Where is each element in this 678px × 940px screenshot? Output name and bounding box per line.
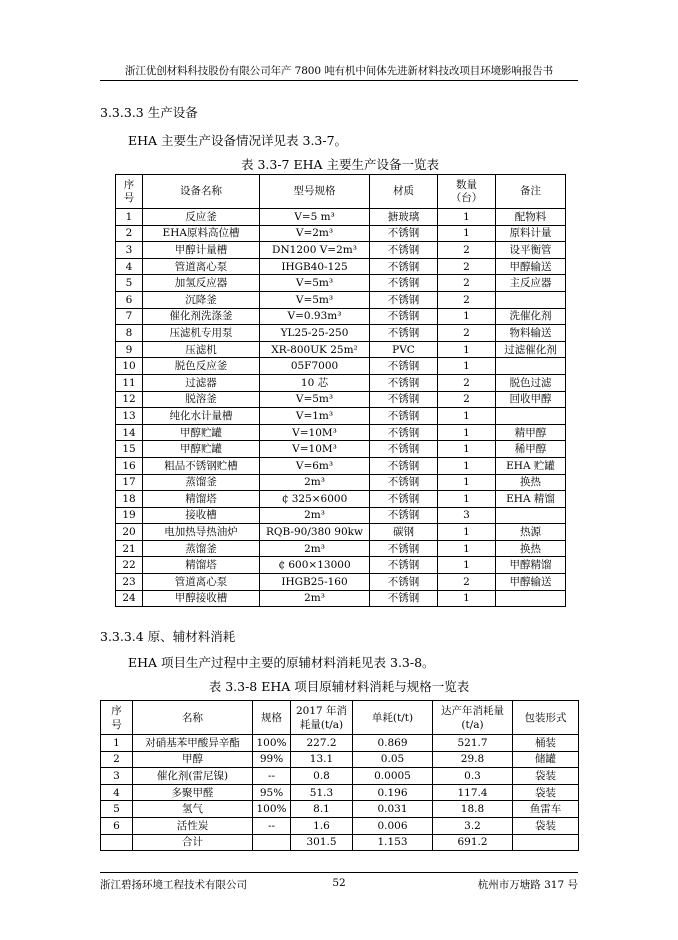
cell-name: 催化剂(雷尼镍) bbox=[133, 768, 253, 785]
cell-name: 过滤器 bbox=[143, 374, 260, 391]
table-row bbox=[101, 817, 579, 834]
cell-pack: 袋装 bbox=[513, 784, 579, 801]
cell-name: 加氢反应器 bbox=[143, 275, 260, 292]
table-row bbox=[116, 474, 566, 491]
table-row bbox=[116, 391, 566, 408]
header-no: 序号 bbox=[116, 175, 143, 209]
cell-note: 换热 bbox=[496, 540, 566, 557]
cell-name: 管道离心泵 bbox=[143, 574, 260, 591]
cell-no: 8 bbox=[116, 325, 143, 342]
cell-spec: YL25-25-250 bbox=[260, 325, 370, 342]
cell-material: 不锈钢 bbox=[370, 242, 438, 259]
cell-spec: 100% bbox=[253, 801, 291, 818]
cell-note: 配物料 bbox=[496, 209, 566, 226]
cell-qty: 2 bbox=[438, 574, 496, 591]
cell-material: 不锈钢 bbox=[370, 507, 438, 524]
table-row bbox=[116, 457, 566, 474]
cell-name: 接收槽 bbox=[143, 507, 260, 524]
cell-pack: 鱼雷车 bbox=[513, 801, 579, 818]
table-caption-materials: 表 3.3-8 EHA 项目原辅材料消耗与规格一览表 bbox=[208, 679, 470, 694]
table-row bbox=[116, 557, 566, 574]
cell-name: 电加热导热油炉 bbox=[143, 524, 260, 541]
cell-name: EHA原料高位槽 bbox=[143, 225, 260, 242]
cell-note: 洗催化剂 bbox=[496, 308, 566, 325]
cell-spec: IHGB40-125 bbox=[260, 258, 370, 275]
cell-material: 不锈钢 bbox=[370, 358, 438, 375]
cell-spec: V=5m³ bbox=[260, 275, 370, 292]
cell-name: 压滤机专用泵 bbox=[143, 325, 260, 342]
footer-address: 杭州市万塘路 317 号 bbox=[477, 879, 578, 891]
equipment-table bbox=[115, 174, 566, 607]
cell-name: 脱色反应釜 bbox=[143, 358, 260, 375]
cell-spec: 2m³ bbox=[260, 474, 370, 491]
header-spec: 规格 bbox=[253, 701, 291, 735]
header-packaging: 包装形式 bbox=[513, 701, 579, 735]
cell-qty: 2 bbox=[438, 275, 496, 292]
cell-no: 1 bbox=[116, 209, 143, 226]
cell-name: 活性炭 bbox=[133, 817, 253, 834]
cell-spec: V=6m³ bbox=[260, 457, 370, 474]
header-rule bbox=[100, 80, 578, 81]
cell-consumption_2017: 13.1 bbox=[291, 751, 353, 768]
cell-spec: V=10M³ bbox=[260, 441, 370, 458]
cell-no: 18 bbox=[116, 491, 143, 508]
cell-note bbox=[496, 408, 566, 425]
cell-no: 3 bbox=[116, 242, 143, 259]
cell-no: 6 bbox=[116, 291, 143, 308]
cell-qty: 1 bbox=[438, 424, 496, 441]
cell-full: 0.3 bbox=[433, 768, 513, 785]
cell-qty: 1 bbox=[438, 457, 496, 474]
table-row bbox=[116, 424, 566, 441]
cell-unit: 0.0005 bbox=[353, 768, 433, 785]
paragraph-equipment: EHA 主要生产设备情况详见表 3.3-7。 bbox=[128, 133, 348, 148]
cell-spec: -- bbox=[253, 768, 291, 785]
cell-material: 不锈钢 bbox=[370, 408, 438, 425]
cell-qty: 1 bbox=[438, 408, 496, 425]
cell-spec: V=5 m³ bbox=[260, 209, 370, 226]
page-number: 52 bbox=[332, 877, 346, 889]
cell-qty: 1 bbox=[438, 491, 496, 508]
cell-unit: 0.196 bbox=[353, 784, 433, 801]
cell-note: 热源 bbox=[496, 524, 566, 541]
cell-material: 不锈钢 bbox=[370, 291, 438, 308]
cell-note bbox=[496, 590, 566, 607]
cell-qty: 2 bbox=[438, 258, 496, 275]
cell-name: 甲醇贮罐 bbox=[143, 441, 260, 458]
cell-name: 粗品不锈钢贮槽 bbox=[143, 457, 260, 474]
cell-name: 管道离心泵 bbox=[143, 258, 260, 275]
cell-name: 蒸馏釜 bbox=[143, 540, 260, 557]
section-heading-equipment: 3.3.3.3 生产设备 bbox=[100, 105, 198, 120]
table-row bbox=[116, 258, 566, 275]
cell-spec: V=2m³ bbox=[260, 225, 370, 242]
cell-name: 压滤机 bbox=[143, 341, 260, 358]
cell-full: 29.8 bbox=[433, 751, 513, 768]
cell-no: 13 bbox=[116, 408, 143, 425]
table-row bbox=[116, 441, 566, 458]
cell-note: 甲醇输送 bbox=[496, 258, 566, 275]
header-note: 备注 bbox=[496, 175, 566, 209]
cell-no: 19 bbox=[116, 507, 143, 524]
cell-qty: 2 bbox=[438, 242, 496, 259]
cell-note: 甲醇精馏 bbox=[496, 557, 566, 574]
cell-full: 521.7 bbox=[433, 735, 513, 752]
cell-no: 6 bbox=[101, 817, 133, 834]
cell-note bbox=[496, 358, 566, 375]
cell-spec: 99% bbox=[253, 751, 291, 768]
cell-no: 4 bbox=[116, 258, 143, 275]
cell-name: 甲醇 bbox=[133, 751, 253, 768]
table-row bbox=[116, 325, 566, 342]
table-row bbox=[116, 491, 566, 508]
cell-empty bbox=[253, 834, 291, 851]
cell-material: 不锈钢 bbox=[370, 308, 438, 325]
cell-full: 18.8 bbox=[433, 801, 513, 818]
cell-name: 甲醇接收槽 bbox=[143, 590, 260, 607]
cell-no: 22 bbox=[116, 557, 143, 574]
cell-material: 不锈钢 bbox=[370, 474, 438, 491]
cell-note bbox=[496, 291, 566, 308]
cell-spec: V=5m³ bbox=[260, 391, 370, 408]
cell-consumption_2017: 8.1 bbox=[291, 801, 353, 818]
table-row bbox=[116, 524, 566, 541]
cell-note: EHA 精馏 bbox=[496, 491, 566, 508]
cell-no: 5 bbox=[101, 801, 133, 818]
cell-material: 不锈钢 bbox=[370, 325, 438, 342]
cell-spec: DN1200 V=2m³ bbox=[260, 242, 370, 259]
paragraph-materials: EHA 项目生产过程中主要的原辅材料消耗见表 3.3-8。 bbox=[128, 655, 435, 670]
cell-no: 14 bbox=[116, 424, 143, 441]
header-material: 材质 bbox=[370, 175, 438, 209]
cell-qty: 2 bbox=[438, 325, 496, 342]
cell-material: 不锈钢 bbox=[370, 557, 438, 574]
cell-note bbox=[496, 507, 566, 524]
cell-no: 10 bbox=[116, 358, 143, 375]
materials-table bbox=[100, 700, 579, 851]
cell-material: 不锈钢 bbox=[370, 457, 438, 474]
cell-note: 物料输送 bbox=[496, 325, 566, 342]
cell-material: 不锈钢 bbox=[370, 441, 438, 458]
cell-no: 2 bbox=[101, 751, 133, 768]
cell-name: 多聚甲醛 bbox=[133, 784, 253, 801]
cell-qty: 1 bbox=[438, 590, 496, 607]
cell-consumption_2017: 1.6 bbox=[291, 817, 353, 834]
table-row bbox=[101, 801, 579, 818]
cell-spec: 2m³ bbox=[260, 590, 370, 607]
cell-pack: 袋装 bbox=[513, 768, 579, 785]
cell-no: 15 bbox=[116, 441, 143, 458]
cell-spec: IHGB25-160 bbox=[260, 574, 370, 591]
cell-name: 沉降釜 bbox=[143, 291, 260, 308]
header-spec: 型号规格 bbox=[260, 175, 370, 209]
table-row bbox=[116, 507, 566, 524]
cell-empty bbox=[513, 834, 579, 851]
table-row bbox=[116, 275, 566, 292]
cell-consumption_2017: 227.2 bbox=[291, 735, 353, 752]
cell-empty bbox=[101, 834, 133, 851]
cell-material: 不锈钢 bbox=[370, 574, 438, 591]
header-full-consumption: 达产年消耗量(t/a) bbox=[433, 701, 513, 735]
table-row bbox=[116, 574, 566, 591]
cell-no: 21 bbox=[116, 540, 143, 557]
cell-note: 稀甲醇 bbox=[496, 441, 566, 458]
table-row bbox=[101, 784, 579, 801]
table-row bbox=[116, 291, 566, 308]
cell-spec: 95% bbox=[253, 784, 291, 801]
cell-spec: V=5m³ bbox=[260, 291, 370, 308]
cell-name: 氢气 bbox=[133, 801, 253, 818]
footer-rule bbox=[100, 872, 578, 873]
cell-note: 换热 bbox=[496, 474, 566, 491]
footer-company: 浙江碧扬环境工程技术有限公司 bbox=[100, 879, 247, 891]
cell-spec: 10 芯 bbox=[260, 374, 370, 391]
table-row bbox=[116, 590, 566, 607]
cell-qty: 3 bbox=[438, 507, 496, 524]
cell-unit: 0.006 bbox=[353, 817, 433, 834]
table-row bbox=[116, 209, 566, 226]
cell-qty: 1 bbox=[438, 225, 496, 242]
cell-spec: ₵ 600×13000 bbox=[260, 557, 370, 574]
table-row bbox=[101, 735, 579, 752]
cell-material: 不锈钢 bbox=[370, 540, 438, 557]
cell-consumption_2017: 0.8 bbox=[291, 768, 353, 785]
cell-qty: 1 bbox=[438, 209, 496, 226]
cell-note: 主反应器 bbox=[496, 275, 566, 292]
cell-material: 碳钢 bbox=[370, 524, 438, 541]
cell-name: 纯化水计量槽 bbox=[143, 408, 260, 425]
cell-name: 蒸馏釜 bbox=[143, 474, 260, 491]
cell-consumption_2017: 51.3 bbox=[291, 784, 353, 801]
cell-total-label: 合计 bbox=[133, 834, 253, 851]
cell-name: 脱溶釜 bbox=[143, 391, 260, 408]
header-no: 序号 bbox=[101, 701, 133, 735]
cell-spec: 2m³ bbox=[260, 540, 370, 557]
cell-pack: 储罐 bbox=[513, 751, 579, 768]
cell-no: 5 bbox=[116, 275, 143, 292]
cell-no: 17 bbox=[116, 474, 143, 491]
table-row bbox=[116, 225, 566, 242]
cell-qty: 1 bbox=[438, 341, 496, 358]
cell-note: 设平衡管 bbox=[496, 242, 566, 259]
cell-name: 对硝基苯甲酸异辛酯 bbox=[133, 735, 253, 752]
cell-material: 不锈钢 bbox=[370, 424, 438, 441]
cell-name: 甲醇贮罐 bbox=[143, 424, 260, 441]
cell-name: 精馏塔 bbox=[143, 557, 260, 574]
cell-material: 不锈钢 bbox=[370, 275, 438, 292]
header-name: 设备名称 bbox=[143, 175, 260, 209]
header-qty: 数量（台） bbox=[438, 175, 496, 209]
section-heading-materials: 3.3.3.4 原、辅材料消耗 bbox=[100, 629, 236, 644]
cell-no: 7 bbox=[116, 308, 143, 325]
cell-name: 精馏塔 bbox=[143, 491, 260, 508]
cell-note: 原料计量 bbox=[496, 225, 566, 242]
cell-qty: 2 bbox=[438, 291, 496, 308]
cell-no: 2 bbox=[116, 225, 143, 242]
cell-name: 甲醇计量槽 bbox=[143, 242, 260, 259]
cell-no: 4 bbox=[101, 784, 133, 801]
table-row bbox=[116, 374, 566, 391]
cell-qty: 1 bbox=[438, 474, 496, 491]
cell-qty: 1 bbox=[438, 540, 496, 557]
table-row bbox=[116, 308, 566, 325]
table-header-row bbox=[116, 175, 566, 209]
cell-qty: 2 bbox=[438, 391, 496, 408]
cell-no: 11 bbox=[116, 374, 143, 391]
cell-material: 不锈钢 bbox=[370, 258, 438, 275]
cell-no: 24 bbox=[116, 590, 143, 607]
table-row bbox=[116, 358, 566, 375]
cell-spec: -- bbox=[253, 817, 291, 834]
cell-full: 3.2 bbox=[433, 817, 513, 834]
cell-material: PVC bbox=[370, 341, 438, 358]
cell-no: 20 bbox=[116, 524, 143, 541]
header-consumption-2017: 2017 年消耗量(t/a) bbox=[291, 701, 353, 735]
cell-qty: 1 bbox=[438, 308, 496, 325]
cell-spec: XR-800UK 25m² bbox=[260, 341, 370, 358]
cell-material: 不锈钢 bbox=[370, 225, 438, 242]
cell-note: 脱色过滤 bbox=[496, 374, 566, 391]
cell-spec: 2m³ bbox=[260, 507, 370, 524]
cell-full: 117.4 bbox=[433, 784, 513, 801]
page-header: 浙江优创材料科技股份有限公司年产 7800 吨有机中间体先进新材料技改项目环境影响报告书 bbox=[125, 65, 553, 77]
cell-name: 反应釜 bbox=[143, 209, 260, 226]
cell-unit: 0.05 bbox=[353, 751, 433, 768]
cell-spec: ₵ 325×6000 bbox=[260, 491, 370, 508]
cell-no: 1 bbox=[101, 735, 133, 752]
cell-no: 9 bbox=[116, 341, 143, 358]
cell-no: 23 bbox=[116, 574, 143, 591]
table-header-row bbox=[101, 701, 579, 735]
cell-note: 精甲醇 bbox=[496, 424, 566, 441]
cell-material: 不锈钢 bbox=[370, 374, 438, 391]
cell-spec: V=1m³ bbox=[260, 408, 370, 425]
cell-no: 3 bbox=[101, 768, 133, 785]
cell-unit: 0.869 bbox=[353, 735, 433, 752]
table-row bbox=[116, 540, 566, 557]
cell-note: 过滤催化剂 bbox=[496, 341, 566, 358]
cell-pack: 袋装 bbox=[513, 817, 579, 834]
cell-qty: 2 bbox=[438, 374, 496, 391]
table-total-row bbox=[101, 834, 579, 851]
cell-material: 搪玻璃 bbox=[370, 209, 438, 226]
cell-material: 不锈钢 bbox=[370, 391, 438, 408]
cell-spec: 05F7000 bbox=[260, 358, 370, 375]
cell-total-consumption-2017: 301.5 bbox=[291, 834, 353, 851]
cell-spec: RQB-90/380 90kw bbox=[260, 524, 370, 541]
cell-spec: V=10M³ bbox=[260, 424, 370, 441]
table-row bbox=[116, 408, 566, 425]
cell-pack: 桶装 bbox=[513, 735, 579, 752]
cell-note: EHA 贮罐 bbox=[496, 457, 566, 474]
cell-no: 16 bbox=[116, 457, 143, 474]
cell-qty: 1 bbox=[438, 557, 496, 574]
cell-no: 12 bbox=[116, 391, 143, 408]
header-name: 名称 bbox=[133, 701, 253, 735]
cell-name: 催化剂洗涤釜 bbox=[143, 308, 260, 325]
table-row bbox=[101, 751, 579, 768]
table-caption-equipment: 表 3.3-7 EHA 主要生产设备一览表 bbox=[240, 157, 440, 172]
cell-note: 回收甲醇 bbox=[496, 391, 566, 408]
cell-spec: V=0.93m³ bbox=[260, 308, 370, 325]
table-row bbox=[116, 242, 566, 259]
cell-qty: 1 bbox=[438, 441, 496, 458]
table-row bbox=[101, 768, 579, 785]
cell-material: 不锈钢 bbox=[370, 491, 438, 508]
cell-total-unit: 1.153 bbox=[353, 834, 433, 851]
header-unit-consumption: 单耗(t/t) bbox=[353, 701, 433, 735]
cell-material: 不锈钢 bbox=[370, 590, 438, 607]
cell-qty: 1 bbox=[438, 358, 496, 375]
table-row bbox=[116, 341, 566, 358]
cell-qty: 1 bbox=[438, 524, 496, 541]
cell-note: 甲醇输送 bbox=[496, 574, 566, 591]
cell-unit: 0.031 bbox=[353, 801, 433, 818]
cell-total-full: 691.2 bbox=[433, 834, 513, 851]
cell-spec: 100% bbox=[253, 735, 291, 752]
